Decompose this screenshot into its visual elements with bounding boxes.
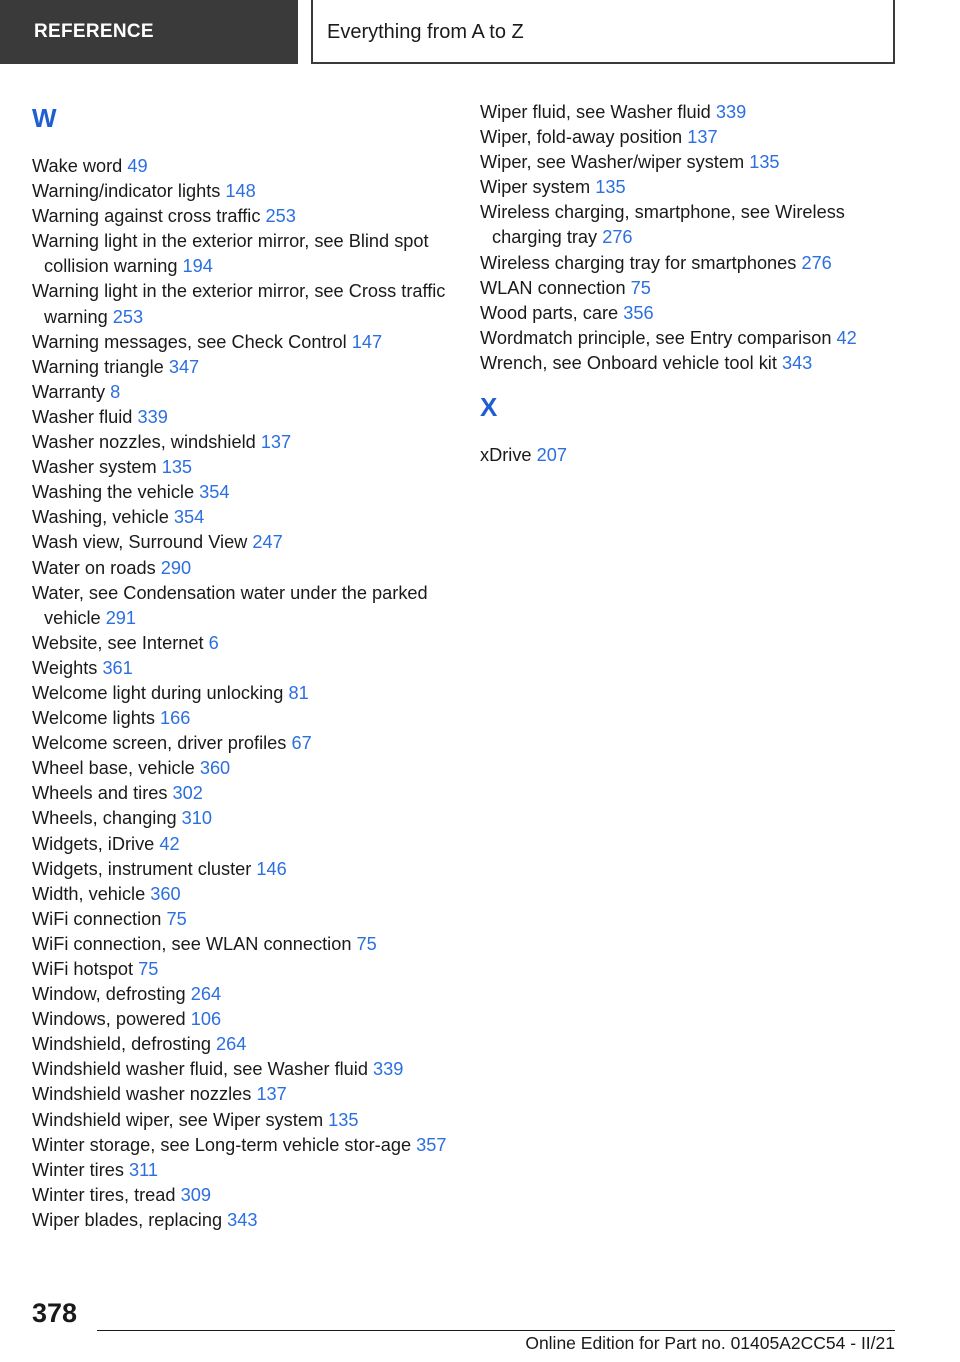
index-entry <box>480 251 910 276</box>
page-reference-link[interactable]: 339 <box>715 102 747 122</box>
page-reference-link[interactable]: 146 <box>256 858 287 879</box>
page-reference-link[interactable]: 75 <box>138 959 159 979</box>
page-reference-link[interactable]: 354 <box>173 507 205 528</box>
index-entry-text: Water, see Condensation water under the parked vehicle <box>32 582 428 628</box>
page-reference-link[interactable]: 8 <box>110 381 121 402</box>
index-entry <box>32 355 462 380</box>
index-entry-text: Wiper, see Washer/wiper system <box>480 152 745 173</box>
page-reference-link[interactable]: 343 <box>781 352 813 373</box>
page-reference-link[interactable]: 276 <box>602 227 633 248</box>
index-entry-text: Warning messages, see Check Control <box>32 331 347 352</box>
section-tab: REFERENCE <box>0 0 298 64</box>
index-entry-list <box>480 100 910 376</box>
page-reference-link[interactable]: 148 <box>225 181 256 202</box>
index-entry-text: Widgets, iDrive <box>32 833 155 854</box>
page-reference-link[interactable]: 42 <box>159 833 180 854</box>
index-entry-text: WiFi connection <box>32 908 162 929</box>
index-entry-text: Winter storage, see Long-term vehicle stor-age <box>32 1134 412 1155</box>
index-entry-text: Warranty <box>32 381 106 402</box>
index-entry-text: Washer fluid <box>32 406 133 427</box>
page-reference-link[interactable]: 75 <box>630 277 651 298</box>
index-entry-text: Wrench, see Onboard vehicle tool kit <box>480 352 777 373</box>
index-entry-text: Warning triangle <box>32 356 164 377</box>
index-entry <box>32 832 462 857</box>
index-entry-text: Welcome lights <box>32 708 155 729</box>
index-entry-text: WiFi connection, see WLAN connection <box>32 933 352 954</box>
index-entry-text: Welcome screen, driver profiles <box>32 733 287 754</box>
page-reference-link[interactable]: 135 <box>328 1109 359 1130</box>
index-entry-text: Widgets, instrument cluster <box>32 858 252 879</box>
page-reference-link[interactable]: 42 <box>836 327 857 348</box>
index-entry <box>32 154 462 179</box>
index-entry-text: Washing the vehicle <box>32 482 195 503</box>
index-entry <box>32 556 462 581</box>
edition-info: Online Edition for Part no. 01405A2CC54 - II/21 <box>525 1333 895 1353</box>
index-entry-text: Wordmatch principle, see Entry comparison <box>480 327 832 348</box>
index-entry-list <box>32 154 462 1233</box>
page-reference-link[interactable]: 361 <box>102 657 133 678</box>
index-entry <box>32 1082 462 1107</box>
index-entry-text: Washer nozzles, windshield <box>32 432 256 453</box>
index-entry-text: Wheels, changing <box>32 808 177 829</box>
index-entry <box>480 443 910 468</box>
index-entry-text: Washer system <box>32 457 157 478</box>
index-entry-text: Website, see Internet <box>32 632 204 653</box>
index-entry <box>32 731 462 756</box>
index-entry-text: Wiper system <box>480 177 591 198</box>
page-title: Everything from A to Z <box>311 0 895 64</box>
index-entry-text: WLAN connection <box>480 277 626 298</box>
index-entry <box>480 351 910 376</box>
page-reference-link[interactable]: 6 <box>208 632 219 653</box>
page-reference-link[interactable]: 290 <box>160 557 192 578</box>
page-reference-link[interactable]: 360 <box>150 883 181 904</box>
page-reference-link[interactable]: 291 <box>105 607 137 628</box>
page-reference-link[interactable]: 137 <box>260 432 292 453</box>
index-entry <box>480 200 910 250</box>
index-entry-text: Windshield, defrosting <box>32 1034 211 1055</box>
index-entry-text: Wireless charging tray for smartphones <box>480 252 797 273</box>
index-entry <box>32 882 462 907</box>
index-entry <box>480 326 910 351</box>
page-reference-link[interactable]: 253 <box>265 206 296 227</box>
index-entry <box>32 957 462 982</box>
index-entry <box>32 505 462 530</box>
index-entry <box>480 150 910 175</box>
index-entry-text: Wiper fluid, see Washer fluid <box>480 102 711 122</box>
page-reference-link[interactable]: 357 <box>416 1134 447 1155</box>
index-entry <box>32 982 462 1007</box>
index-entry-text: Weights <box>32 657 98 678</box>
index-entry <box>32 480 462 505</box>
index-column-left <box>32 100 462 1233</box>
page-reference-link[interactable]: 356 <box>623 302 654 323</box>
index-entry-text: Wheel base, vehicle <box>32 758 195 779</box>
index-entry <box>32 907 462 932</box>
index-entry <box>32 204 462 229</box>
page-reference-link[interactable]: 135 <box>595 177 626 198</box>
index-entry <box>32 656 462 681</box>
page-reference-link[interactable]: 49 <box>127 156 148 176</box>
index-entry <box>32 179 462 204</box>
index-entry <box>32 455 462 480</box>
index-entry <box>32 1032 462 1057</box>
footer-divider <box>97 1330 895 1331</box>
page-reference-link[interactable]: 194 <box>182 256 213 277</box>
index-entry-list <box>480 443 910 468</box>
page-reference-link[interactable]: 339 <box>137 406 168 427</box>
index-entry-text: Winter tires <box>32 1159 124 1180</box>
index-entry <box>32 1108 462 1133</box>
page-reference-link[interactable]: 247 <box>252 532 283 553</box>
index-entry-text: Washing, vehicle <box>32 507 169 528</box>
index-entry <box>480 175 910 200</box>
page-reference-link[interactable]: 309 <box>180 1184 211 1205</box>
index-entry <box>32 1208 462 1233</box>
index-entry <box>32 1007 462 1032</box>
index-entry <box>32 706 462 731</box>
index-letter-heading: W <box>32 103 57 133</box>
page-reference-link[interactable]: 135 <box>161 457 193 478</box>
index-entry-text: Windows, powered <box>32 1009 186 1030</box>
page-reference-link[interactable]: 67 <box>291 733 312 754</box>
index-entry-text: Wiper blades, replacing <box>32 1209 223 1230</box>
page-reference-link[interactable]: 207 <box>536 445 567 466</box>
index-entry-text: WiFi hotspot <box>32 959 134 979</box>
page-reference-link[interactable]: 360 <box>199 758 231 779</box>
page-reference-link[interactable]: 310 <box>181 808 212 829</box>
index-entry <box>32 430 462 455</box>
page-reference-link[interactable]: 264 <box>190 984 222 1005</box>
page-reference-link[interactable]: 81 <box>288 682 309 703</box>
page-reference-link[interactable]: 302 <box>172 783 203 804</box>
page-number: 378 <box>32 1298 78 1328</box>
page-reference-link[interactable]: 135 <box>749 152 780 173</box>
page-reference-link[interactable]: 354 <box>199 482 230 503</box>
page-reference-link[interactable]: 311 <box>129 1159 159 1180</box>
index-entry <box>32 932 462 957</box>
index-entry <box>32 530 462 555</box>
index-entry <box>32 1057 462 1082</box>
index-entry-text: Welcome light during unlocking <box>32 682 284 703</box>
index-entry-text: Windshield wiper, see Wiper system <box>32 1109 324 1130</box>
page-reference-link[interactable]: 253 <box>112 306 144 327</box>
index-entry <box>32 380 462 405</box>
page-reference-link[interactable]: 147 <box>351 331 383 352</box>
index-entry-text: Warning/indicator lights <box>32 181 221 202</box>
index-entry-text: Wiper, fold-away position <box>480 127 683 148</box>
index-entry-text: Warning against cross traffic <box>32 206 261 227</box>
page-reference-link[interactable]: 343 <box>227 1209 258 1230</box>
page-reference-link[interactable]: 137 <box>256 1084 287 1105</box>
index-entry <box>32 806 462 831</box>
index-entry-text: Warning light in the exterior mirror, see Cross traffic warning <box>32 281 446 327</box>
page-reference-link[interactable]: 339 <box>373 1059 404 1080</box>
index-entry <box>480 301 910 326</box>
page-reference-link[interactable]: 75 <box>166 908 187 929</box>
index-entry-text: Wake word <box>32 156 123 176</box>
index-entry <box>32 681 462 706</box>
index-entry <box>480 125 910 150</box>
index-entry <box>32 1133 462 1158</box>
index-entry-text: Wheels and tires <box>32 783 168 804</box>
index-entry-text: Wireless charging, smartphone, see Wireless charging tray <box>480 202 845 248</box>
index-letter-heading: X <box>480 392 498 423</box>
index-entry <box>480 100 910 125</box>
index-entry <box>32 229 462 279</box>
page-reference-link[interactable]: 106 <box>190 1009 222 1030</box>
index-entry <box>32 756 462 781</box>
page-reference-link[interactable]: 75 <box>356 933 377 954</box>
page-reference-link[interactable]: 264 <box>216 1034 247 1055</box>
index-entry <box>32 405 462 430</box>
index-entry-text: Wash view, Surround View <box>32 532 248 553</box>
index-entry-text: xDrive <box>480 445 532 466</box>
index-entry-text: Wood parts, care <box>480 302 619 323</box>
index-entry <box>32 857 462 882</box>
index-entry <box>32 1183 462 1208</box>
index-entry-text: Window, defrosting <box>32 984 186 1005</box>
index-entry-text: Windshield washer nozzles <box>32 1084 252 1105</box>
index-entry-text: Width, vehicle <box>32 883 146 904</box>
index-entry <box>32 1158 462 1183</box>
index-entry-text: Winter tires, tread <box>32 1184 176 1205</box>
index-entry <box>32 330 462 355</box>
index-entry-text: Water on roads <box>32 557 156 578</box>
page-reference-link[interactable]: 276 <box>801 252 832 273</box>
page-reference-link[interactable]: 137 <box>687 127 718 148</box>
page-reference-link[interactable]: 166 <box>160 708 191 729</box>
index-entry <box>32 781 462 806</box>
page-reference-link[interactable]: 347 <box>168 356 200 377</box>
index-entry <box>480 276 910 301</box>
index-entry-text: Warning light in the exterior mirror, see Blind spot collision warning <box>32 231 429 277</box>
index-entry <box>32 581 462 631</box>
index-column-right <box>480 100 910 468</box>
index-entry <box>32 279 462 329</box>
index-entry-text: Windshield washer fluid, see Washer fluid <box>32 1059 368 1080</box>
index-entry <box>32 631 462 656</box>
